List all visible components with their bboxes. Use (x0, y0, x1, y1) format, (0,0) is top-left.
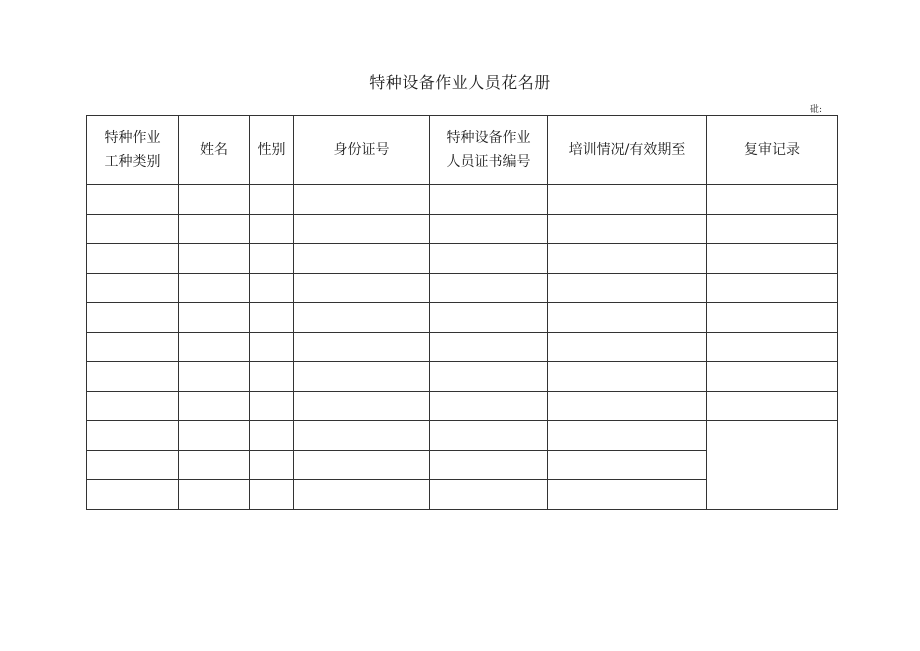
header-work-type: 特种作业 工种类别 (87, 116, 179, 185)
cell-work-type[interactable] (87, 421, 179, 451)
cell-certificate-number[interactable] (430, 421, 548, 451)
table-row (87, 273, 838, 303)
cell-review-record[interactable] (707, 244, 838, 274)
cell-name[interactable] (179, 421, 250, 451)
cell-work-type[interactable] (87, 214, 179, 244)
cell-name[interactable] (179, 303, 250, 333)
cell-gender[interactable] (250, 391, 294, 421)
cell-gender[interactable] (250, 450, 294, 480)
form-code-label: 砒: (809, 105, 822, 115)
cell-gender[interactable] (250, 480, 294, 510)
personnel-roster-table (86, 115, 838, 510)
cell-training-validity[interactable] (548, 303, 707, 333)
cell-training-validity[interactable] (548, 450, 707, 480)
cell-review-record-merged[interactable] (707, 421, 838, 510)
cell-certificate-number[interactable] (430, 480, 548, 510)
cell-certificate-number[interactable] (430, 391, 548, 421)
cell-gender[interactable] (250, 244, 294, 274)
cell-id-number[interactable] (294, 273, 430, 303)
header-gender: 性别 (250, 116, 294, 185)
cell-work-type[interactable] (87, 391, 179, 421)
table-row (87, 332, 838, 362)
cell-work-type[interactable] (87, 450, 179, 480)
table-row (87, 362, 838, 392)
cell-work-type[interactable] (87, 185, 179, 215)
table-row (87, 185, 838, 215)
cell-name[interactable] (179, 273, 250, 303)
cell-gender[interactable] (250, 332, 294, 362)
cell-gender[interactable] (250, 421, 294, 451)
cell-name[interactable] (179, 244, 250, 274)
cell-review-record[interactable] (707, 185, 838, 215)
header-certificate-number: 特种设备作业 人员证书编号 (430, 116, 548, 185)
cell-certificate-number[interactable] (430, 214, 548, 244)
cell-work-type[interactable] (87, 362, 179, 392)
cell-review-record[interactable] (707, 303, 838, 333)
cell-certificate-number[interactable] (430, 244, 548, 274)
cell-id-number[interactable] (294, 362, 430, 392)
cell-review-record[interactable] (707, 273, 838, 303)
table-row (87, 244, 838, 274)
header-name: 姓名 (179, 116, 250, 185)
cell-name[interactable] (179, 391, 250, 421)
cell-gender[interactable] (250, 303, 294, 333)
cell-id-number[interactable] (294, 421, 430, 451)
cell-training-validity[interactable] (548, 273, 707, 303)
header-training-validity: 培训情况/有效期至 (548, 116, 707, 185)
cell-name[interactable] (179, 185, 250, 215)
cell-name[interactable] (179, 480, 250, 510)
cell-name[interactable] (179, 450, 250, 480)
cell-work-type[interactable] (87, 273, 179, 303)
cell-training-validity[interactable] (548, 362, 707, 392)
cell-certificate-number[interactable] (430, 362, 548, 392)
cell-id-number[interactable] (294, 244, 430, 274)
cell-certificate-number[interactable] (430, 185, 548, 215)
cell-work-type[interactable] (87, 332, 179, 362)
cell-name[interactable] (179, 362, 250, 392)
cell-training-validity[interactable] (548, 244, 707, 274)
cell-id-number[interactable] (294, 332, 430, 362)
table-row (87, 214, 838, 244)
cell-id-number[interactable] (294, 450, 430, 480)
page-title: 特种设备作业人员花名册 (369, 73, 551, 92)
cell-training-validity[interactable] (548, 421, 707, 451)
cell-certificate-number[interactable] (430, 273, 548, 303)
cell-training-validity[interactable] (548, 480, 707, 510)
header-id-number: 身份证号 (294, 116, 430, 185)
table-row (87, 303, 838, 333)
cell-id-number[interactable] (294, 391, 430, 421)
cell-work-type[interactable] (87, 244, 179, 274)
header-review-record: 复审记录 (707, 116, 838, 185)
cell-certificate-number[interactable] (430, 332, 548, 362)
cell-review-record[interactable] (707, 332, 838, 362)
cell-training-validity[interactable] (548, 214, 707, 244)
cell-name[interactable] (179, 332, 250, 362)
cell-certificate-number[interactable] (430, 450, 548, 480)
cell-certificate-number[interactable] (430, 303, 548, 333)
cell-work-type[interactable] (87, 303, 179, 333)
cell-id-number[interactable] (294, 214, 430, 244)
table-header-row (87, 116, 838, 185)
cell-review-record[interactable] (707, 214, 838, 244)
table-row (87, 391, 838, 421)
cell-review-record[interactable] (707, 362, 838, 392)
table-row (87, 421, 838, 451)
cell-review-record[interactable] (707, 391, 838, 421)
cell-gender[interactable] (250, 214, 294, 244)
cell-work-type[interactable] (87, 480, 179, 510)
cell-training-validity[interactable] (548, 332, 707, 362)
cell-gender[interactable] (250, 362, 294, 392)
cell-gender[interactable] (250, 185, 294, 215)
cell-training-validity[interactable] (548, 391, 707, 421)
cell-gender[interactable] (250, 273, 294, 303)
cell-name[interactable] (179, 214, 250, 244)
cell-id-number[interactable] (294, 185, 430, 215)
cell-id-number[interactable] (294, 303, 430, 333)
cell-id-number[interactable] (294, 480, 430, 510)
cell-training-validity[interactable] (548, 185, 707, 215)
